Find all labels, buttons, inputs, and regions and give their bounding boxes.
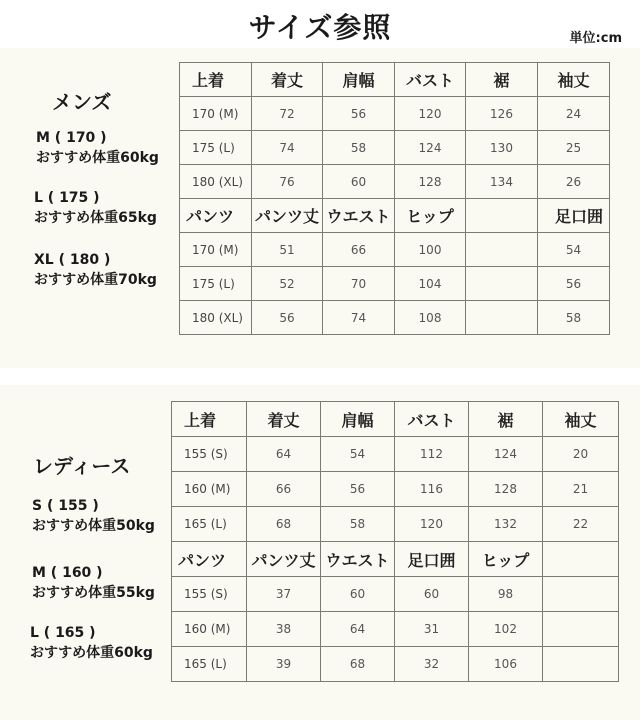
womens-recommendation-m (32, 563, 155, 603)
cell: 66 (247, 472, 321, 507)
header-cell: 袖丈 (543, 402, 619, 437)
womens-recommendation-s (32, 496, 155, 536)
cell: 128 (469, 472, 543, 507)
cell: 74 (323, 301, 395, 335)
cell: 38 (247, 612, 321, 647)
cell: 155 (S) (172, 577, 247, 612)
header-cell (466, 199, 538, 233)
weight-label: おすすめ体重70kg (34, 272, 157, 288)
cell: 180 (XL) (180, 165, 252, 199)
header-cell: バスト (395, 402, 469, 437)
cell: 56 (323, 97, 395, 131)
cell (466, 301, 538, 335)
cell: 64 (247, 437, 321, 472)
header-cell: 上着 (180, 63, 252, 97)
mens-size-table (179, 62, 610, 335)
cell: 76 (252, 165, 323, 199)
header-cell: ヒップ (395, 199, 466, 233)
cell: 39 (247, 647, 321, 682)
cell: 106 (469, 647, 543, 682)
cell: 37 (247, 577, 321, 612)
header-cell: 裾 (469, 402, 543, 437)
header-cell: パンツ丈 (252, 199, 323, 233)
cell: 54 (538, 233, 610, 267)
cell (466, 267, 538, 301)
cell: 24 (538, 97, 610, 131)
weight-label: おすすめ体重60kg (36, 150, 159, 166)
page-title: サイズ参照 (248, 11, 392, 44)
cell: 155 (S) (172, 437, 247, 472)
cell: 51 (252, 233, 323, 267)
cell: 160 (M) (172, 472, 247, 507)
cell: 60 (323, 165, 395, 199)
cell: 22 (543, 507, 619, 542)
mens-recommendation-l (34, 188, 157, 228)
womens-title: レディース (33, 454, 131, 478)
table-row (180, 233, 610, 267)
cell: 68 (321, 647, 395, 682)
header-cell (543, 542, 619, 577)
header-cell: 裾 (466, 63, 538, 97)
size-label: S ( 155 ) (32, 498, 99, 514)
table-header-row (172, 402, 619, 437)
weight-label: おすすめ体重65kg (34, 210, 157, 226)
cell: 56 (538, 267, 610, 301)
cell: 124 (469, 437, 543, 472)
header-cell: ヒップ (469, 542, 543, 577)
unit-label: 単位:cm (569, 31, 622, 46)
cell: 60 (395, 577, 469, 612)
cell: 170 (M) (180, 97, 252, 131)
header-cell: 着丈 (252, 63, 323, 97)
header-cell: ウエスト (323, 199, 395, 233)
cell: 98 (469, 577, 543, 612)
cell: 58 (321, 507, 395, 542)
cell: 58 (323, 131, 395, 165)
cell: 68 (247, 507, 321, 542)
table-row (172, 507, 619, 542)
table-row (180, 97, 610, 131)
cell: 112 (395, 437, 469, 472)
table-header-row (180, 199, 610, 233)
cell: 74 (252, 131, 323, 165)
header-cell: 上着 (172, 402, 247, 437)
womens-recommendation-l (30, 623, 153, 663)
cell: 20 (543, 437, 619, 472)
cell: 180 (XL) (180, 301, 252, 335)
cell: 21 (543, 472, 619, 507)
header-cell: バスト (395, 63, 466, 97)
cell: 66 (323, 233, 395, 267)
table-row (172, 437, 619, 472)
cell: 165 (L) (172, 507, 247, 542)
cell: 60 (321, 577, 395, 612)
header-cell: パンツ丈 (247, 542, 321, 577)
cell: 70 (323, 267, 395, 301)
cell: 108 (395, 301, 466, 335)
header-cell: ウエスト (321, 542, 395, 577)
size-label: L ( 175 ) (34, 190, 100, 206)
size-label: M ( 170 ) (36, 130, 107, 146)
cell: 132 (469, 507, 543, 542)
mens-recommendation-xl (34, 250, 157, 290)
header-cell: 足口囲 (538, 199, 610, 233)
cell: 175 (L) (180, 131, 252, 165)
table-row (180, 301, 610, 335)
cell: 26 (538, 165, 610, 199)
cell: 102 (469, 612, 543, 647)
cell: 170 (M) (180, 233, 252, 267)
cell: 128 (395, 165, 466, 199)
cell: 54 (321, 437, 395, 472)
mens-recommendation-m (36, 128, 159, 168)
mens-title: メンズ (52, 90, 112, 114)
womens-size-table (171, 401, 619, 682)
table-row (172, 472, 619, 507)
cell: 104 (395, 267, 466, 301)
header-cell: パンツ (172, 542, 247, 577)
cell: 116 (395, 472, 469, 507)
cell: 175 (L) (180, 267, 252, 301)
cell: 56 (321, 472, 395, 507)
size-label: M ( 160 ) (32, 565, 103, 581)
cell: 56 (252, 301, 323, 335)
weight-label: おすすめ体重55kg (32, 585, 155, 601)
cell: 120 (395, 507, 469, 542)
cell: 52 (252, 267, 323, 301)
table-header-row (172, 542, 619, 577)
cell (543, 612, 619, 647)
table-row (172, 612, 619, 647)
cell: 32 (395, 647, 469, 682)
size-label: L ( 165 ) (30, 625, 96, 641)
cell (466, 233, 538, 267)
weight-label: おすすめ体重60kg (30, 645, 153, 661)
weight-label: おすすめ体重50kg (32, 518, 155, 534)
cell: 134 (466, 165, 538, 199)
cell: 120 (395, 97, 466, 131)
table-row (172, 577, 619, 612)
header-cell: 足口囲 (395, 542, 469, 577)
cell: 72 (252, 97, 323, 131)
header-cell: 肩幅 (323, 63, 395, 97)
cell (543, 647, 619, 682)
cell: 124 (395, 131, 466, 165)
header-cell: 着丈 (247, 402, 321, 437)
cell (543, 577, 619, 612)
table-row (180, 267, 610, 301)
header-cell: 肩幅 (321, 402, 395, 437)
header-cell: 袖丈 (538, 63, 610, 97)
cell: 130 (466, 131, 538, 165)
size-label: XL ( 180 ) (34, 252, 111, 268)
cell: 64 (321, 612, 395, 647)
table-row (180, 165, 610, 199)
cell: 126 (466, 97, 538, 131)
table-row (180, 131, 610, 165)
cell: 160 (M) (172, 612, 247, 647)
cell: 165 (L) (172, 647, 247, 682)
cell: 31 (395, 612, 469, 647)
header-cell: パンツ (180, 199, 252, 233)
cell: 58 (538, 301, 610, 335)
cell: 100 (395, 233, 466, 267)
table-header-row (180, 63, 610, 97)
cell: 25 (538, 131, 610, 165)
table-row (172, 647, 619, 682)
